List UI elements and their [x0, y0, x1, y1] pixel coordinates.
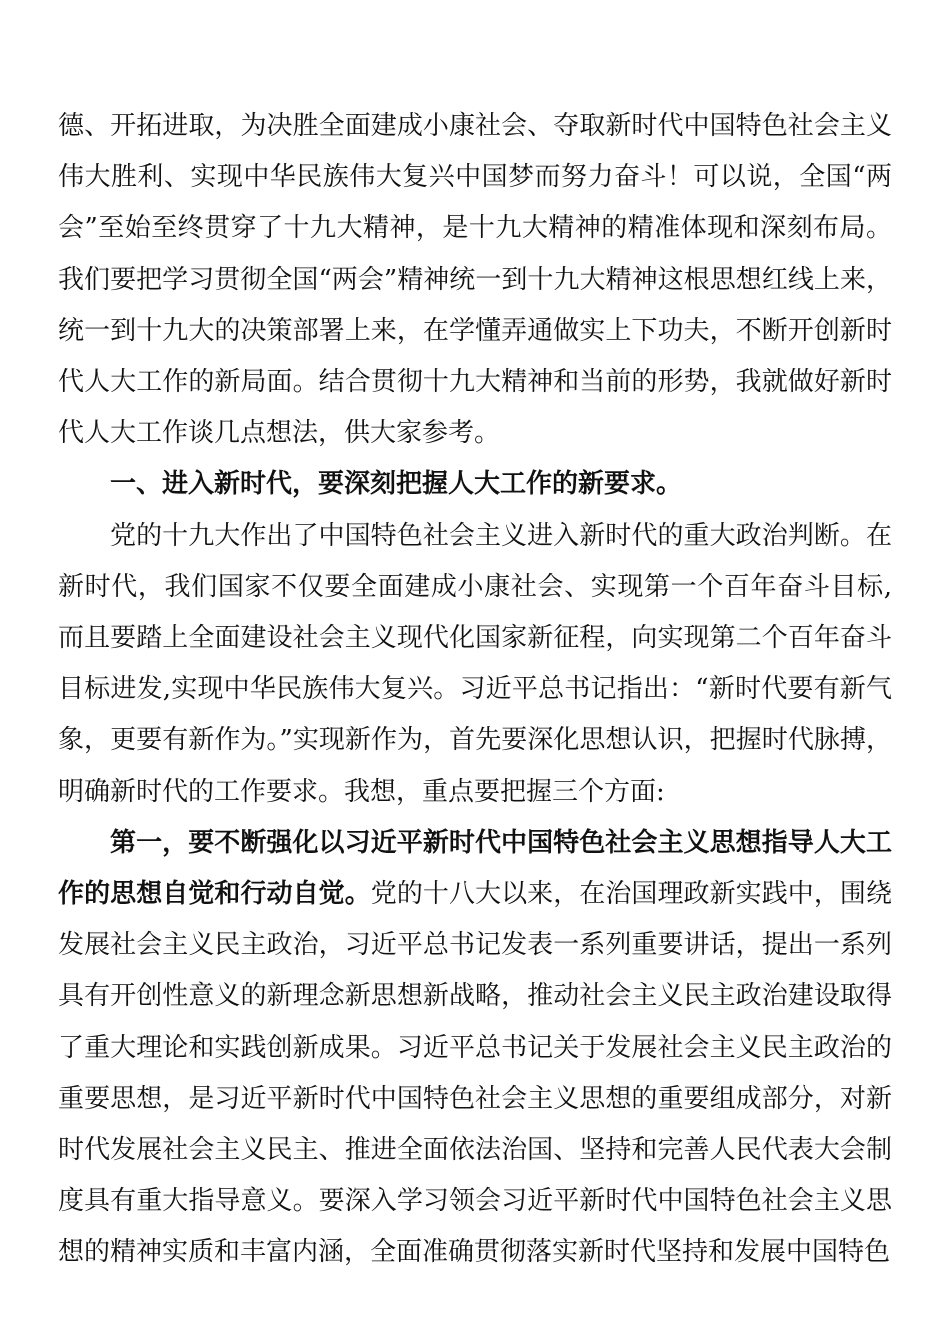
document-body: [58, 101, 892, 1279]
paragraph-continued: 德、开拓进取，为决胜全面建成小康社会、夺取新时代中国特色社会主义伟大胜利、实现中华民族伟大复兴中国梦而努力奋斗！可以说，全国“两会”至始至终贯穿了十九大精神，是十九大精神的精准体现和深刻布局。我们要把学习贯彻全国“两会”精神统一到十九大精神这根思想红线上来，统一到十九大的决策部署上来，在学懂弄通做实上下功夫，不断开创新时代人大工作的新局面。结合贯彻十九大精神和当前的形势，我就做好新时代人大工作谈几点想法，供大家参考。: [58, 111, 892, 449]
paragraph-body: 党的十八大以来，在治国理政新实践中，围绕发展社会主义民主政治，习近平总书记发表一系列重要讲话，提出一系列具有开创性意义的新理念新思想新战略，推动社会主义民主政治建设取得了重大理论和实践创新成果。习近平总书记关于发展社会主义民主政治的重要思想，是习近平新时代中国特色社会主义思想的重要组成部分，对新时代发展社会主义民主、推进全面依法治国、坚持和完善人民代表大会制度具有重大指导意义。要深入学习领会习近平新时代中国特色社会主义思想的精神实质和丰富内涵，全面准确贯彻落实新时代坚持和发展中国特色: [58, 879, 892, 1268]
paragraph-with-lead: [58, 818, 892, 1279]
section-heading: 一、进入新时代，要深刻把握人大工作的新要求。: [110, 469, 683, 500]
paragraph-lead-bold: 第一，要不断强化以习近平新时代中国特色社会主义思想指导人大工作的思想自觉和行动自觉。: [58, 827, 892, 910]
paragraph: 党的十九大作出了中国特色社会主义进入新时代的重大政治判断。在新时代，我们国家不仅要全面建成小康社会、实现第一个百年奋斗目标,而且要踏上全面建设社会主义现代化国家新征程，向实现第二个百年奋斗目标进发,实现中华民族伟大复兴。习近平总书记指出：“新时代要有新气象，更要有新作为。”实现新作为，首先要深化思想认识，把握时代脉搏，明确新时代的工作要求。我想，重点要把握三个方面:: [58, 520, 892, 807]
